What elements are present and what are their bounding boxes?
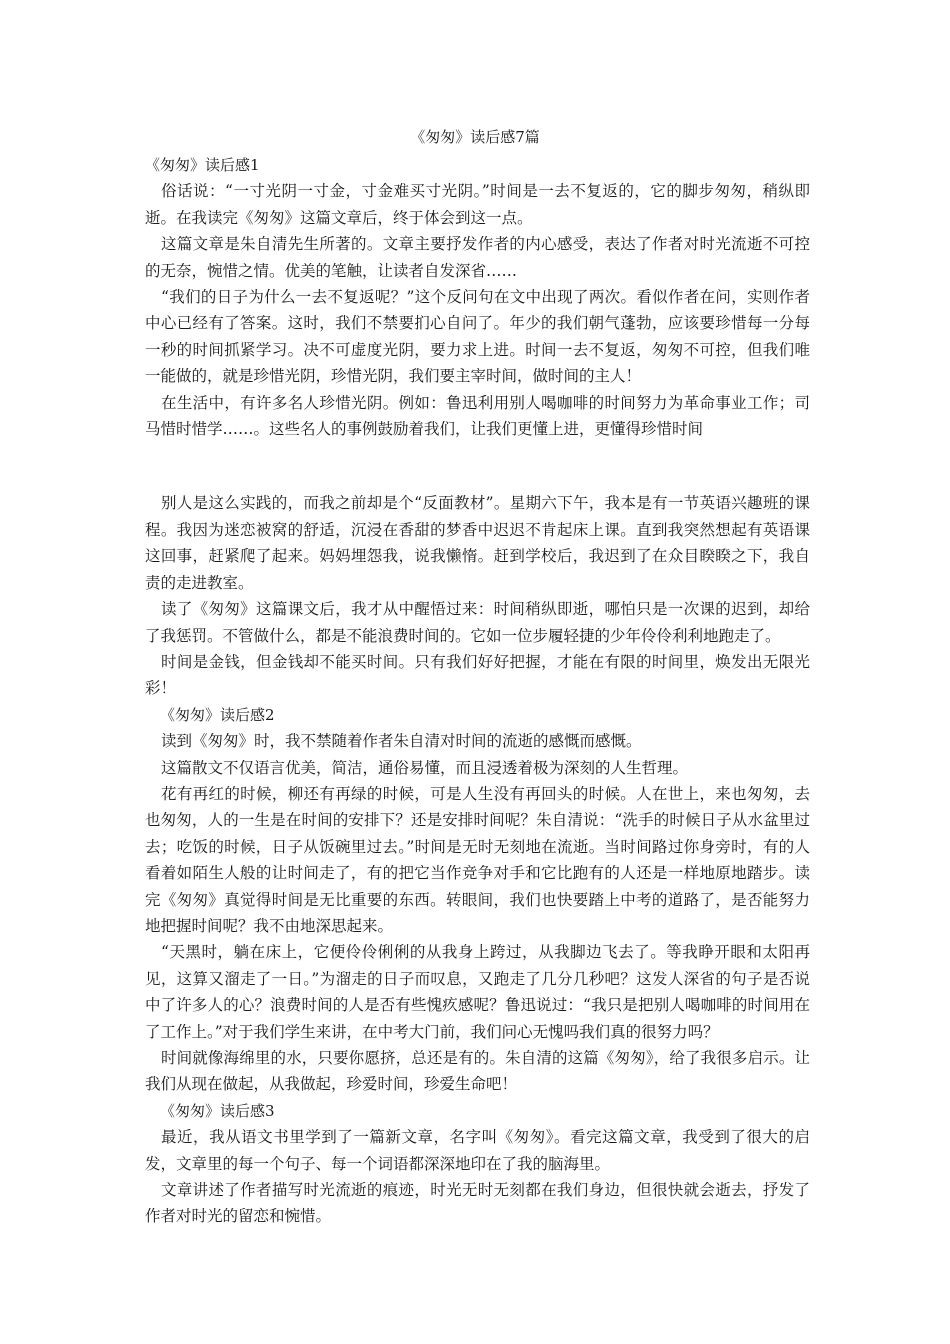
paragraph: 最近，我从语文书里学到了一篇新文章，名字叫《匆匆》。看完这篇文章，我受到了很大的启发，文章里的每一个句子、每一个词语都深深地印在了我的脑海里。: [145, 1128, 810, 1173]
paragraph: “天黑时，躺在床上，它便伶伶俐俐的从我身上跨过，从我脚边飞去了。等我睁开眼和太阳再见，这算又溜走了一日。”为溜走的日子而叹息，又跑走了几分几秒吧？这发人深省的句子是否说中了许多人的心？浪费时间的人是否有些愧疚感呢？鲁迅说过：“我只是把别人喝咖啡的时间用在了工作上。”对于我们学生来讲，在中考大门前，我们问心无愧吗我们真的很努力吗？: [145, 943, 810, 1041]
paragraph: 别人是这么实践的，而我之前却是个“反面教材”。星期六下午，我本是有一节英语兴趣班的课程。我因为迷恋被窝的舒适，沉浸在香甜的梦香中迟迟不肯起床上课。直到我突然想起有英语课这回事，赶紧爬了起来。妈妈埋怨我，说我懒惰。赶到学校后，我迟到了在众目睽睽之下，我自责的走进教室。: [145, 494, 810, 592]
paragraph: 文章讲述了作者描写时光流逝的痕迹，时光无时无刻都在我们身边，但很快就会逝去，抒发了作者对时光的留恋和惋惜。: [145, 1181, 810, 1226]
paragraph: 俗话说：“一寸光阴一寸金，寸金难买寸光阴。”时间是一去不复返的，它的脚步匆匆，稍纵即逝。在我读完《匆匆》这篇文章后，终于体会到这一点。: [145, 182, 810, 227]
paragraph: 读了《匆匆》这篇课文后，我才从中醒悟过来：时间稍纵即逝，哪怕只是一次课的迟到，却给了我惩罚。不管做什么，都是不能浪费时间的。它如一位步履轻捷的少年伶伶利利地跑走了。: [145, 600, 810, 645]
paragraph: 这篇文章是朱自清先生所著的。文章主要抒发作者的内心感受，表达了作者对时光流逝不可控的无奈，惋惜之情。优美的笔触，让读者自发深省……: [145, 235, 810, 280]
blank-gap: [145, 442, 810, 490]
paragraph: 这篇散文不仅语言优美，简洁，通俗易懂，而且浸透着极为深刻的人生哲理。: [161, 758, 689, 777]
document-body: [145, 152, 810, 1230]
section-heading-1: 《匆匆》读后感1: [145, 156, 260, 174]
paragraph: 时间是金钱，但金钱却不能买时间。只有我们好好把握，才能在有限的时间里，焕发出无限光彩！: [145, 652, 810, 698]
document-title: 《匆匆》读后感7篇: [410, 128, 540, 146]
paragraph: 读到《匆匆》时，我不禁随着作者朱自清对时间的流逝的感慨而感慨。: [161, 732, 642, 751]
section-heading-2: 《匆匆》读后感2: [160, 705, 275, 724]
paragraph: 在生活中，有许多名人珍惜光阴。例如：鲁迅利用别人喝咖啡的时间努力为革命事业工作；司马惜时惜学……。这些名人的事例鼓励着我们，让我们更懂上进，更懂得珍惜时间: [145, 393, 810, 439]
paragraph: “我们的日子为什么一去不复返呢？”这个反问句在文中出现了两次。看似作者在问，实则作者中心已经有了答案。这时，我们不禁要扪心自问了。年少的我们朝气蓬勃，应该要珍惜每一分每一秒的时间抓紧学习。决不可虚度光阴，要力求上进。时间一去不复返，匆匆不可控，但我们唯一能做的，就是珍惜光阴，珍惜光阴，我们要主宰时间，做时间的主人！: [145, 288, 810, 386]
section-heading-3: 《匆匆》读后感3: [160, 1101, 275, 1120]
paragraph: 时间就像海绵里的水，只要你愿挤，总还是有的。朱自清的这篇《匆匆》，给了我很多启示。让我们从现在做起，从我做起，珍爱时间，珍爱生命吧！: [145, 1049, 810, 1094]
paragraph: 花有再红的时候，柳还有再绿的时候，可是人生没有再回头的时候。人在世上，来也匆匆，去也匆匆，人的一生是在时间的安排下？还是安排时间呢？朱自清说：“洗手的时候日子从水盆里过去；吃饭的时候，日子从饭碗里过去。”时间是无时无刻地在流逝。当时间路过你身旁时，有的人看着如陌生人般的让时间走了，有的把它当作竞争对手和它比跑有的人还是一样地原地踏步。读完《匆匆》真觉得时间是无比重要的东西。转眼间，我们也快要踏上中考的道路了，是否能努力地把握时间呢？我不由地深思起来。: [145, 784, 810, 935]
